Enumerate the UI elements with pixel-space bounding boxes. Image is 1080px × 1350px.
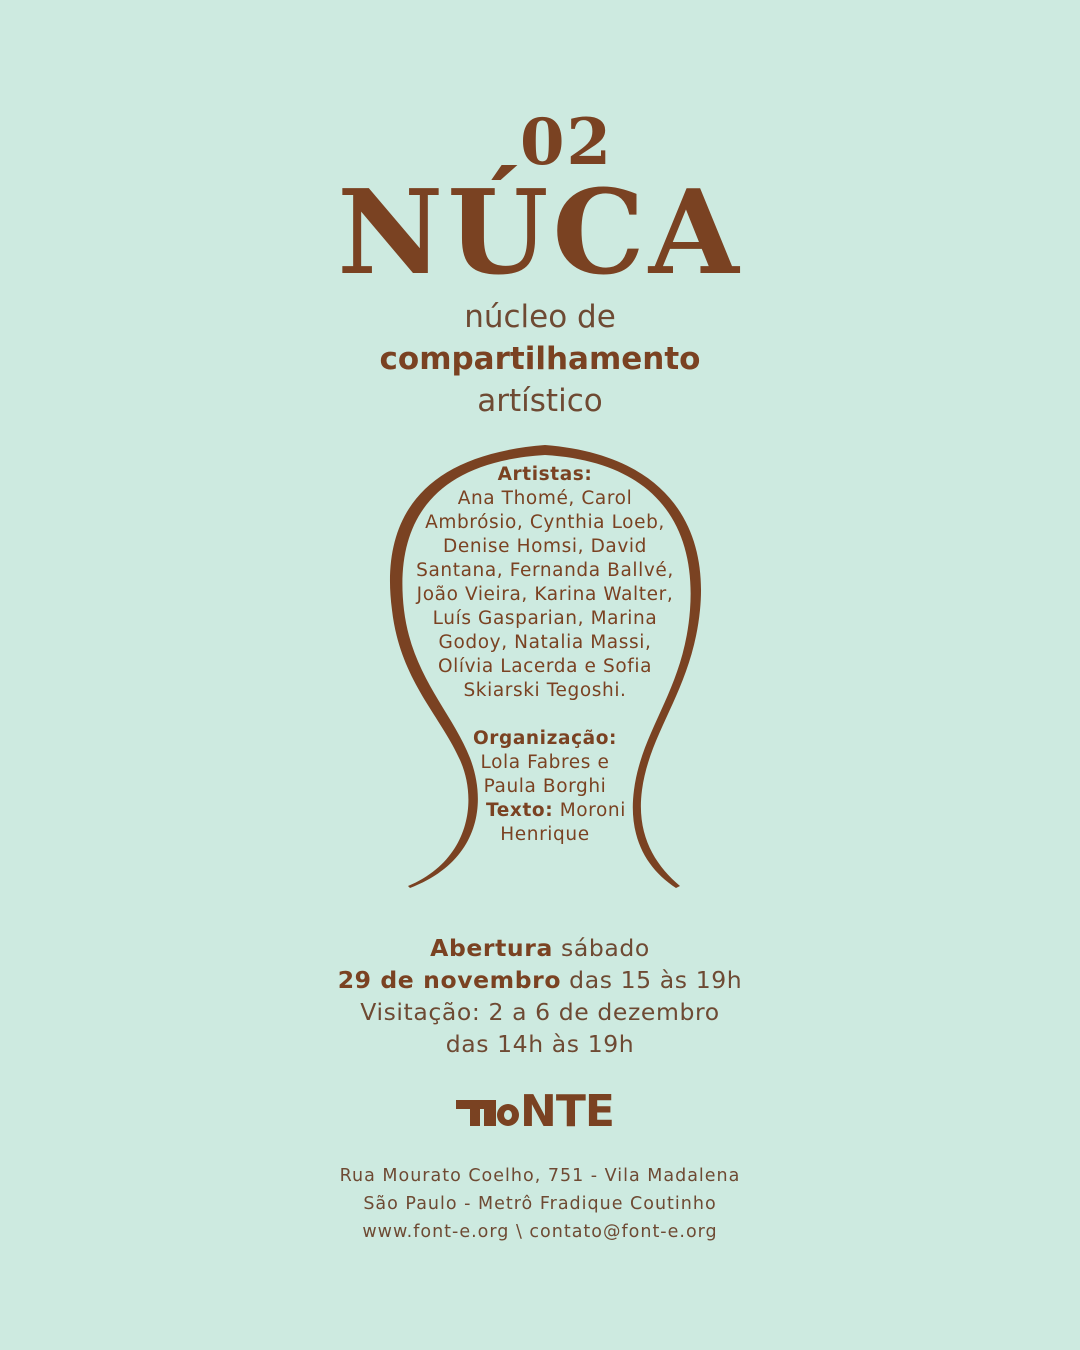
subtitle-line-3: artístico [477, 383, 603, 419]
opening-date-line [0, 964, 1080, 996]
artist-line: Skiarski Tegoshi. [463, 680, 627, 701]
contact-line: www.font-e.org \ contato@font-e.org [362, 1222, 718, 1242]
artist-line: João Vieira, Karina Walter, [416, 584, 674, 605]
exhibition-title: NÚCA [337, 165, 743, 301]
artist-line: Ambrósio, Cynthia Loeb, [425, 512, 665, 533]
artist-line: Olívia Lacerda e Sofia [437, 656, 653, 677]
visitation-dates: Visitação: 2 a 6 de dezembro [360, 998, 720, 1026]
subtitle-line-1: núcleo de [464, 299, 616, 335]
text-credit-line [380, 799, 710, 823]
artist-line: Denise Homsi, David [443, 536, 647, 557]
credits-block [380, 463, 710, 847]
svg-text:NTE: NTE [520, 1086, 614, 1132]
artist-line: Santana, Fernanda Ballvé, [416, 560, 674, 581]
artist-line: Ana Thomé, Carol [457, 488, 633, 509]
artists-label: Artistas: [497, 464, 593, 485]
opening-label: Abertura [430, 934, 553, 962]
artist-line: Godoy, Natalia Massi, [438, 632, 652, 653]
address-line: São Paulo - Metrô Fradique Coutinho [363, 1194, 717, 1214]
opening-day: sábado [560, 934, 650, 962]
opening-info [0, 932, 1080, 1060]
artist-line: Luís Gasparian, Marina [432, 608, 658, 629]
organization-line: Paula Borghi [483, 776, 607, 797]
venue-address [0, 1162, 1080, 1246]
text-author-first: Moroni [559, 800, 626, 821]
address-line: Rua Mourato Coelho, 751 - Vila Madalena [339, 1166, 741, 1186]
text-author-last: Henrique [500, 824, 590, 845]
opening-line [0, 932, 1080, 964]
opening-hours: das 15 às 19h [569, 966, 743, 994]
visitation-hours: das 14h às 19h [445, 1030, 635, 1058]
edition-number: 02 [520, 105, 614, 180]
fonte-logo [456, 1084, 626, 1132]
organization-label: Organização: [472, 728, 618, 749]
subtitle-line-2: compartilhamento [379, 341, 701, 377]
opening-date: 29 de novembro [337, 966, 562, 994]
organization-line: Lola Fabres e [480, 752, 610, 773]
text-label: Texto: [486, 800, 554, 821]
